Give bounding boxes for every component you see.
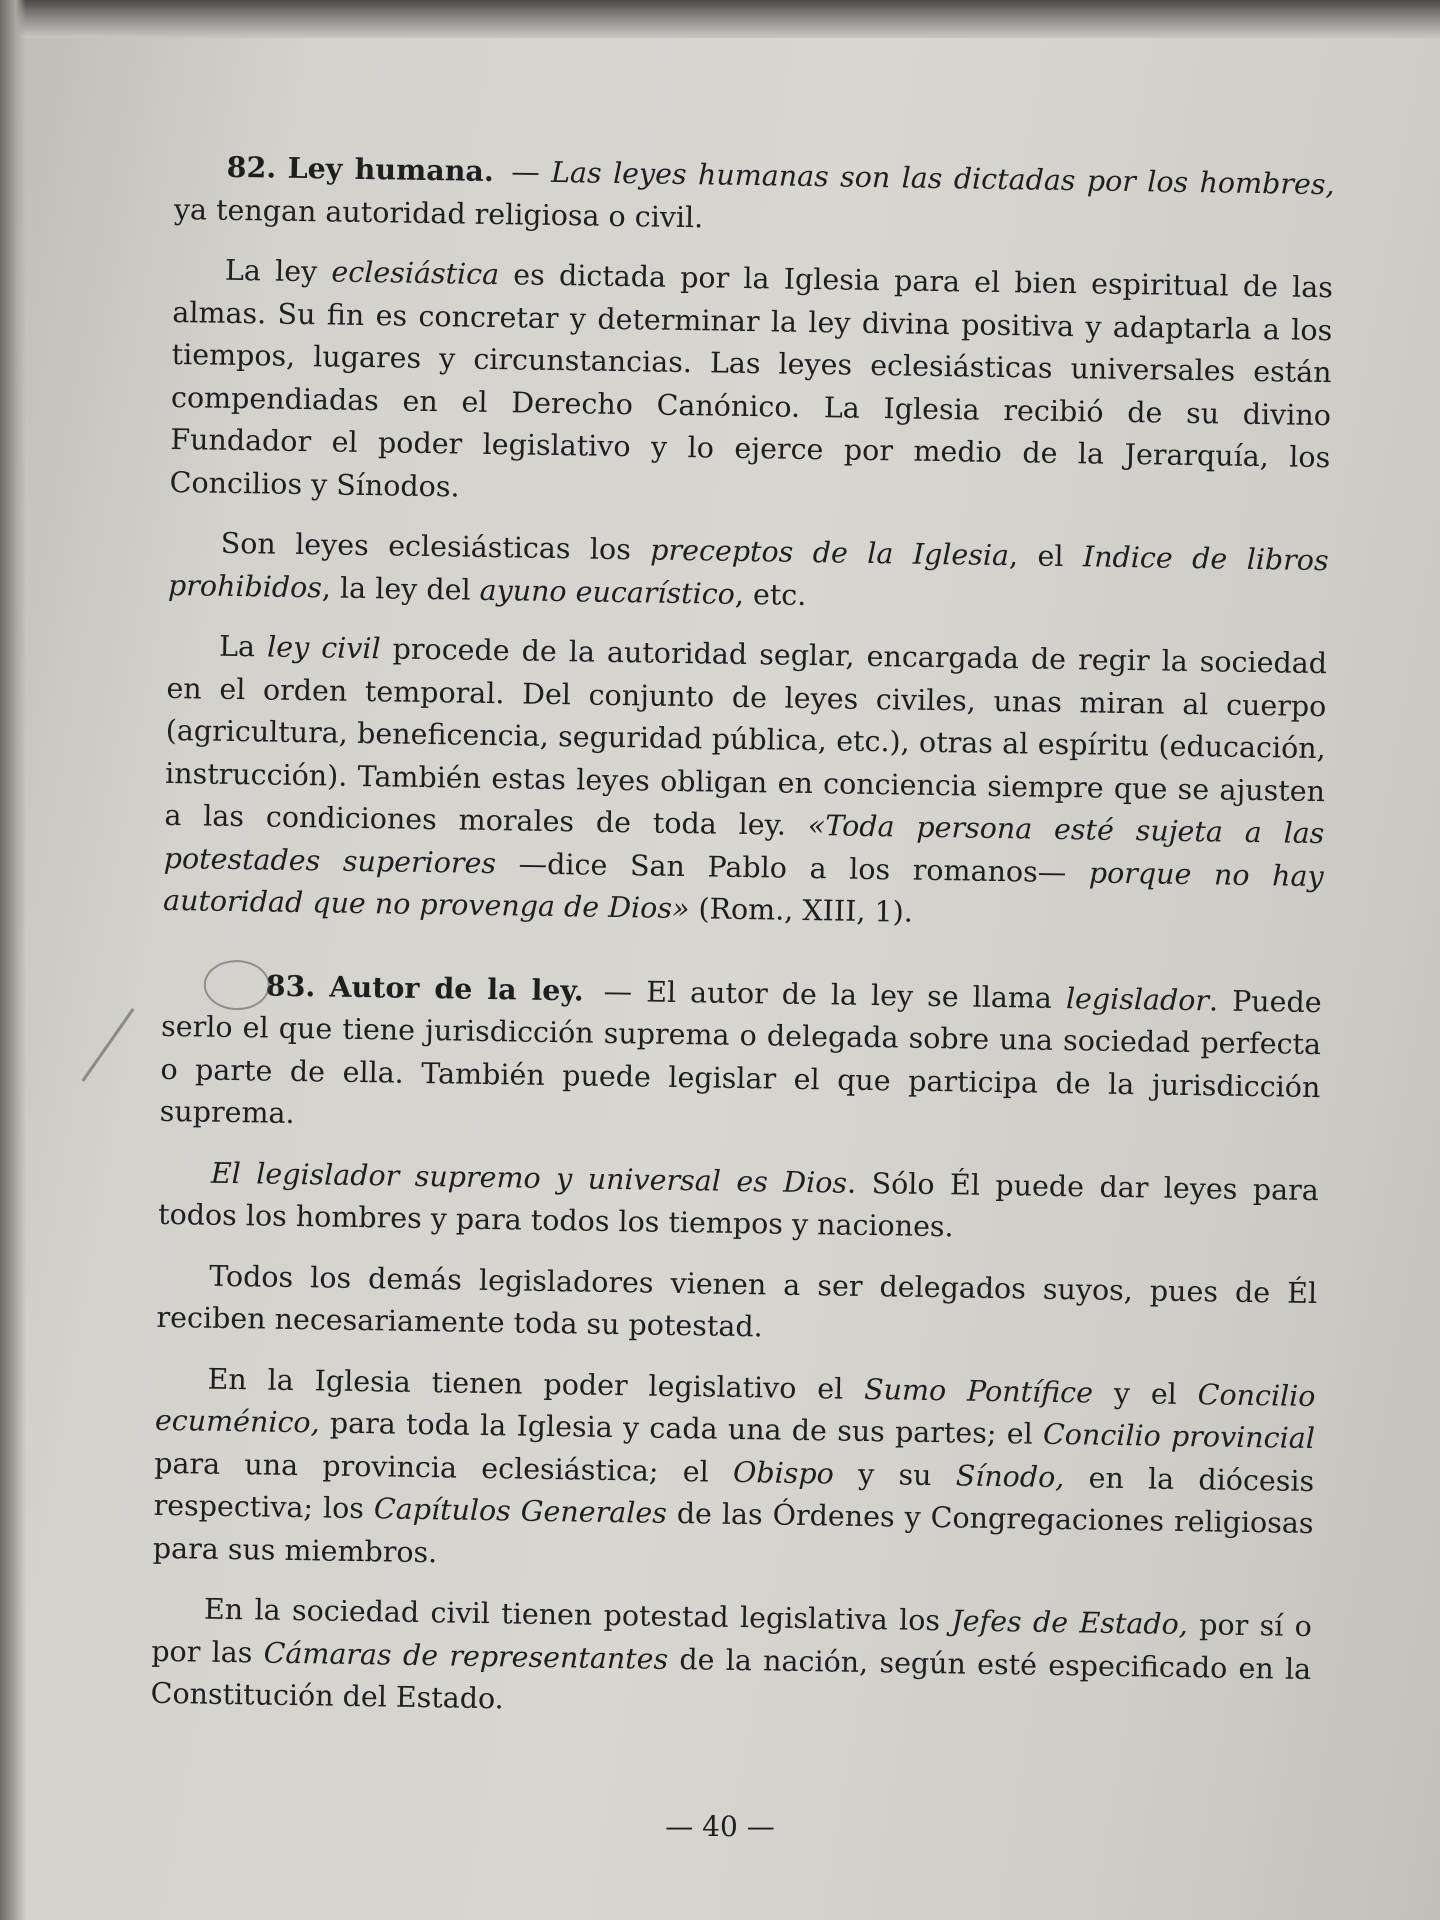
page-top-edge-shadow bbox=[0, 0, 1440, 38]
section-number-circled: 83. bbox=[213, 963, 315, 1007]
paragraph-ecclesiastical-law: La ley eclesiástica es dictada por la Iglesia para el bien espiritual de las almas. Su fin es concretar y determinar la ley divina positiva y adaptarla a los tiempos, lugares y circunstancias. Las leyes eclesiásticas universales están compendiadas en el Derecho Canónico. La Iglesia recibió de su divino Fundador el poder legislativo y lo ejerce por medio de la Jerarquía, los Concilios y Sínodos. bbox=[169, 253, 1334, 504]
paragraph-civil-law: La ley civil procede de la autoridad seglar, encargada de regir la sociedad en el orden temporal. Del conjunto de leyes civiles, unas miran al cuerpo (agricultura, beneficencia, seguridad pública, etc.), otras al espíritu (educación, instrucción). También estas leyes obligan en conciencia siempre que se ajusten a las condiciones morales de toda ley. «Toda persona esté sujeta a las potestades superiores —dice San Pablo a los romanos— porque no hay autoridad que no provenga de Dios» (Rom., XIII, 1). bbox=[162, 629, 1328, 929]
section-heading: Ley humana. bbox=[287, 150, 495, 189]
section-number: 82. bbox=[226, 149, 277, 185]
paragraph-supreme-legislator: El legislador supremo y universal es Dios. Sólo Él puede dar leyes para todos los hombres y para todos los tiempos y naciones. bbox=[157, 1156, 1320, 1244]
section-heading: Autor de la ley. bbox=[329, 969, 584, 1008]
section-82-paragraph: 82. Ley humana. — Las leyes humanas son las dictadas por los hombres, ya tengan autoridad religiosa o civil. bbox=[173, 149, 1335, 234]
paragraph-ecclesiastical-examples: Son leyes eclesiásticas los preceptos de la Iglesia, el Indice de libros prohibidos, la ley del ayuno eucarístico, etc. bbox=[167, 526, 1329, 612]
section-83-paragraph: 83. Autor de la ley. — El autor de la ley se llama legislador. Puede serlo el que tiene jurisdicción suprema o delegada sobre una sociedad perfecta o parte de ella. También puede legislar el que participa de la jurisdicción suprema. bbox=[159, 962, 1322, 1151]
paragraph-church-legislators: En la Iglesia tienen poder legislativo el Sumo Pontífice y el Concilio ecuménico, para toda la Iglesia y cada una de sus partes; el Concilio provincial para una provincia eclesiástica; el Obispo y su Sínodo, en la diócesis respectiva; los Capítulos Generales de las Órdenes y Congregaciones religiosas para sus miembros. bbox=[152, 1362, 1316, 1569]
definition-italic: Las leyes humanas son las dictadas por los hombres, bbox=[550, 155, 1335, 202]
page-number: — 40 — bbox=[665, 1810, 775, 1843]
paragraph-civil-legislators: En la sociedad civil tienen potestad legislativa los Jefes de Estado, por sí o por las Cámaras de representantes de la nación, según esté especificado en la Constitución del Estado. bbox=[150, 1592, 1313, 1716]
book-page-text bbox=[150, 145, 1335, 1752]
paragraph-delegates: Todos los demás legisladores vienen a ser delegados suyos, pues de Él reciben necesariamente toda su potestad. bbox=[156, 1259, 1318, 1344]
page-left-edge-shadow bbox=[0, 0, 26, 1920]
